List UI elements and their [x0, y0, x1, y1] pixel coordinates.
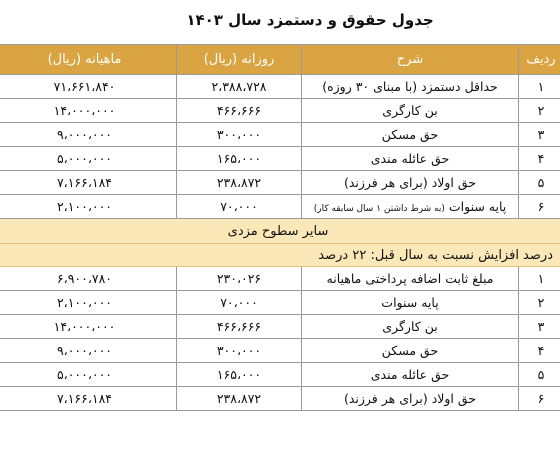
- salary-table: [0, 44, 560, 411]
- cell-radif: ۳: [519, 315, 560, 339]
- table-row: [0, 99, 560, 123]
- page-title: جدول حقوق و دستمزد سال ۱۴۰۳: [186, 11, 434, 29]
- header-sharh: شرح: [302, 45, 519, 75]
- cell-sharh: [302, 147, 519, 171]
- table-row: [0, 123, 560, 147]
- section-title-row: [0, 219, 560, 244]
- cell-radif: ۳: [519, 123, 560, 147]
- cell-radif: ۴: [519, 147, 560, 171]
- cell-radif: ۲: [519, 291, 560, 315]
- cell-ruzaneh: ۲،۳۸۸،۷۲۸: [177, 75, 302, 99]
- cell-sharh: [302, 291, 519, 315]
- cell-ruzaneh: ۲۳۰،۰۲۶: [177, 267, 302, 291]
- cell-sharh: [302, 99, 519, 123]
- table-row: [0, 75, 560, 99]
- cell-mahianeh: ۱۴،۰۰۰،۰۰۰: [0, 99, 177, 123]
- cell-mahianeh: ۹،۰۰۰،۰۰۰: [0, 123, 177, 147]
- cell-ruzaneh: ۳۰۰،۰۰۰: [177, 339, 302, 363]
- section-other-levels: [0, 219, 560, 267]
- cell-ruzaneh: ۷۰،۰۰۰: [177, 291, 302, 315]
- cell-sharh: [302, 363, 519, 387]
- cell-sharh-text: حداقل دستمزد (با مبنای ۳۰ روزه): [322, 79, 498, 94]
- section-subtitle-row: [0, 244, 560, 267]
- cell-sharh: [302, 75, 519, 99]
- cell-mahianeh: ۲،۱۰۰،۰۰۰: [0, 195, 177, 219]
- table-header-row: [0, 45, 560, 75]
- cell-ruzaneh: ۳۰۰،۰۰۰: [177, 123, 302, 147]
- cell-radif: ۱: [519, 75, 560, 99]
- cell-radif: ۲: [519, 99, 560, 123]
- cell-mahianeh: ۵،۰۰۰،۰۰۰: [0, 147, 177, 171]
- cell-sharh: [302, 315, 519, 339]
- cell-radif: ۱: [519, 267, 560, 291]
- cell-radif: ۶: [519, 387, 560, 411]
- header-ruzaneh: روزانه (ریال): [177, 45, 302, 75]
- cell-sharh: [302, 387, 519, 411]
- cell-radif: ۵: [519, 171, 560, 195]
- header-mahianeh: ماهیانه (ریال): [0, 45, 177, 75]
- cell-sharh: [302, 195, 519, 219]
- table-row: [0, 267, 560, 291]
- cell-sharh-text: حق اولاد (برای هر فرزند): [343, 175, 477, 190]
- cell-mahianeh: ۵،۰۰۰،۰۰۰: [0, 363, 177, 387]
- cell-mahianeh: ۷۱،۶۶۱،۸۴۰: [0, 75, 177, 99]
- table-row: [0, 291, 560, 315]
- cell-ruzaneh: ۲۳۸،۸۷۲: [177, 387, 302, 411]
- cell-sharh-text: مبلغ ثابت اضافه پرداختی ماهیانه: [326, 271, 494, 286]
- cell-ruzaneh: ۴۶۶،۶۶۶: [177, 99, 302, 123]
- table-row: [0, 363, 560, 387]
- table-body-other-levels: [0, 267, 560, 411]
- cell-radif: ۵: [519, 363, 560, 387]
- cell-sharh-text: حق مسکن: [381, 343, 439, 358]
- cell-sharh: [302, 267, 519, 291]
- cell-sharh-note: (به شرط داشتن ۱ سال سابقه کار): [313, 204, 445, 214]
- cell-mahianeh: ۲،۱۰۰،۰۰۰: [0, 291, 177, 315]
- cell-ruzaneh: ۱۶۵،۰۰۰: [177, 147, 302, 171]
- cell-ruzaneh: ۲۳۸،۸۷۲: [177, 171, 302, 195]
- cell-mahianeh: ۷،۱۶۶،۱۸۴: [0, 387, 177, 411]
- section-title: سایر سطوح مزدی: [0, 219, 560, 244]
- cell-sharh-text: حق عائله مندی: [370, 367, 450, 382]
- cell-mahianeh: ۶،۹۰۰،۷۸۰: [0, 267, 177, 291]
- cell-mahianeh: ۹،۰۰۰،۰۰۰: [0, 339, 177, 363]
- cell-radif: ۶: [519, 195, 560, 219]
- cell-ruzaneh: ۷۰،۰۰۰: [177, 195, 302, 219]
- cell-sharh: [302, 339, 519, 363]
- cell-sharh-text: حق اولاد (برای هر فرزند): [343, 391, 477, 406]
- cell-sharh: [302, 123, 519, 147]
- cell-sharh-text: پایه سنوات: [448, 199, 507, 214]
- cell-sharh-text: بن کارگری: [382, 319, 438, 334]
- section-subtitle: درصد افزایش نسبت به سال قبل: ۲۲ درصد: [0, 244, 560, 267]
- table-row: [0, 387, 560, 411]
- cell-sharh-text: پایه سنوات: [381, 295, 439, 310]
- cell-mahianeh: ۷،۱۶۶،۱۸۴: [0, 171, 177, 195]
- cell-ruzaneh: ۴۶۶،۶۶۶: [177, 315, 302, 339]
- cell-mahianeh: ۱۴،۰۰۰،۰۰۰: [0, 315, 177, 339]
- table-body-main: [0, 75, 560, 219]
- table-row: [0, 339, 560, 363]
- table-row: [0, 147, 560, 171]
- table-row: [0, 195, 560, 219]
- table-row: [0, 315, 560, 339]
- cell-sharh-text: حق عائله مندی: [370, 151, 450, 166]
- cell-sharh-text: حق مسکن: [381, 127, 439, 142]
- cell-sharh: [302, 171, 519, 195]
- cell-ruzaneh: ۱۶۵،۰۰۰: [177, 363, 302, 387]
- cell-radif: ۴: [519, 339, 560, 363]
- table-row: [0, 171, 560, 195]
- cell-sharh-text: بن کارگری: [382, 103, 438, 118]
- header-radif: ردیف: [519, 45, 560, 75]
